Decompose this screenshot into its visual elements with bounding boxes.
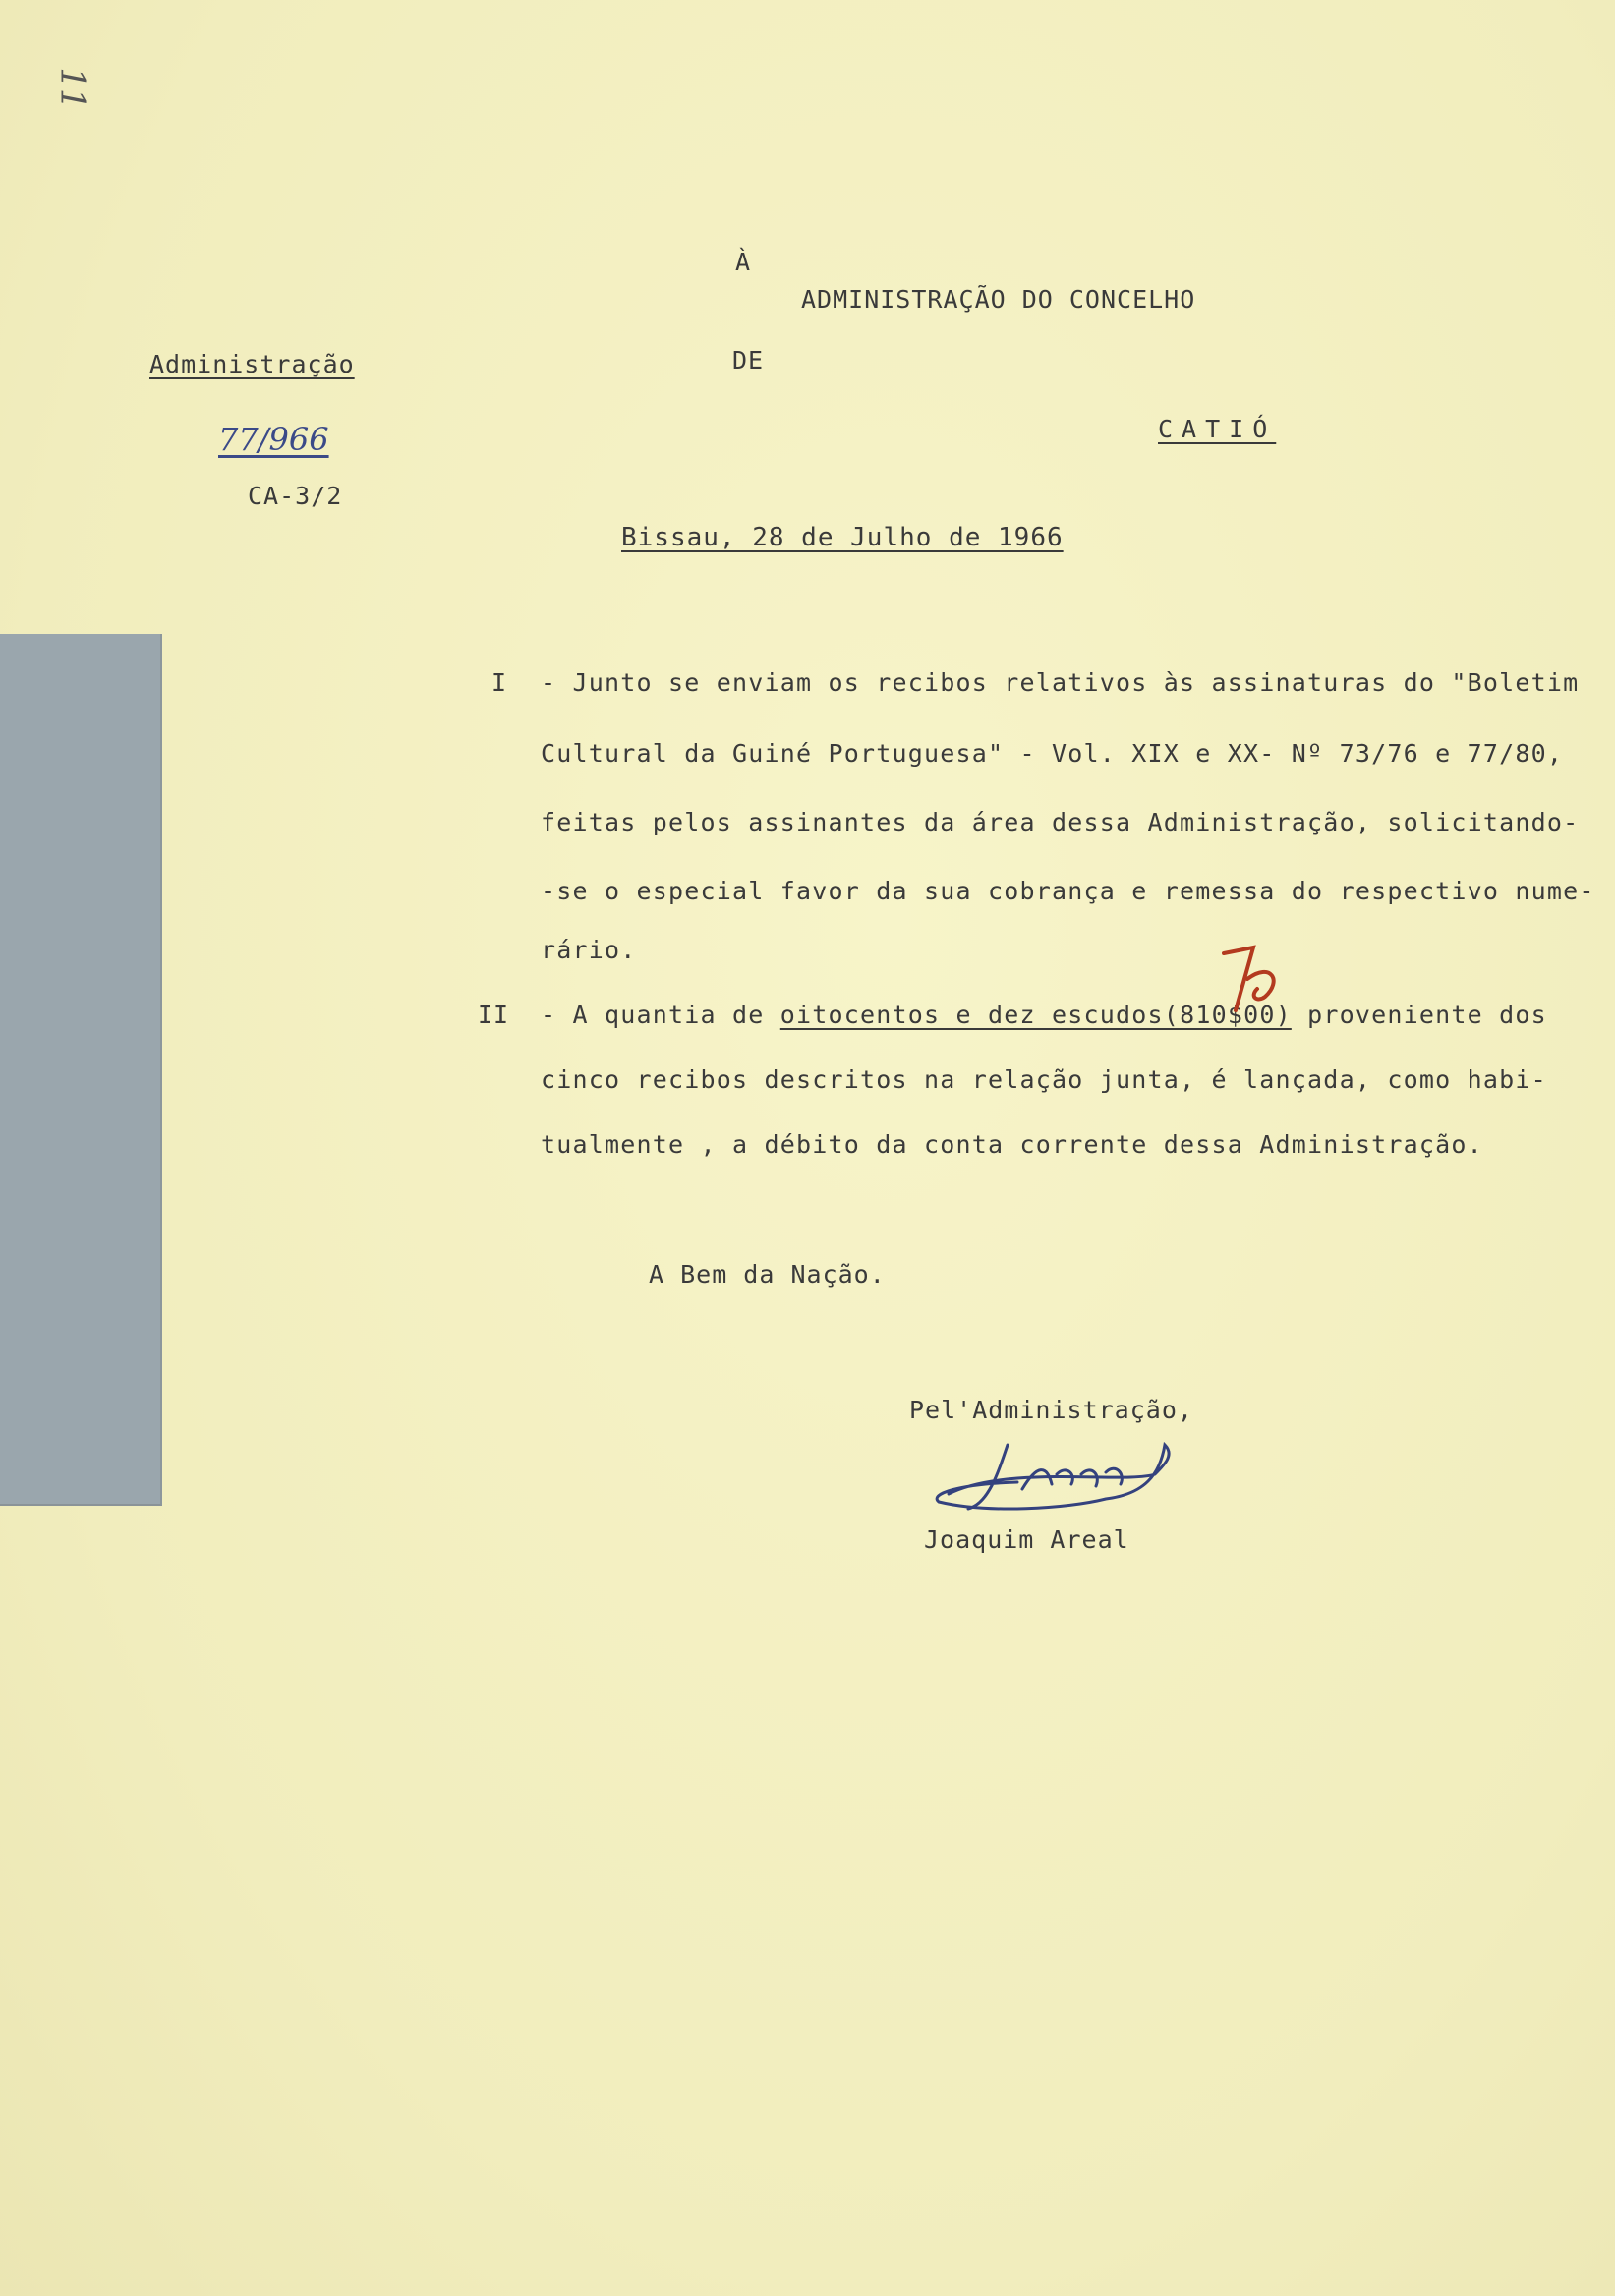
handwritten-signature [929,1435,1194,1533]
recipient-place: CATIÓ [1158,415,1277,443]
recipient-line-1: ADMINISTRAÇÃO DO CONCELHO [801,285,1196,314]
paragraph-2-line: cinco recibos descritos na relação junta, é lançada, como habi- [541,1065,1547,1094]
paragraph-2-numeral: II [478,1001,510,1029]
recipient-line-2: DE [732,346,765,374]
document-date: Bissau, 28 de Julho de 1966 [621,523,1064,552]
paragraph-1-line: -se o especial favor da sua cobrança e remessa do respectivo nume- [541,877,1595,905]
paragraph-1-line: Cultural da Guiné Portuguesa" - Vol. XIX e XX- Nº 73/76 e 77/80, [541,739,1564,768]
paragraph-1-line: feitas pelos assinantes da área dessa Administração, solicitando- [541,808,1580,836]
paragraph-2-line: tualmente , a débito da conta corrente dessa Administração. [541,1130,1483,1159]
sender-reference: CA-3/2 [248,482,343,510]
sender-office: Administração [149,350,355,378]
red-correction-mark [1214,932,1293,1030]
signature-on-behalf: Pel'Administração, [909,1396,1193,1424]
attached-blue-slip [0,634,162,1506]
sender-number: 77/966 [218,421,329,458]
paragraph-1-line: rário. [541,936,637,964]
paragraph-1-line: - Junto se enviam os recibos relativos às assinaturas do "Boletim [541,668,1580,697]
paragraph-2-text-a: - A quantia de [541,1001,780,1029]
paragraph-1-numeral: I [491,668,508,697]
paragraph-2-text-c: proveniente dos [1291,1001,1547,1029]
recipient-prefix: À [735,248,752,276]
paragraph-2-amount: oitocentos e dez escudos(810$00) [779,1001,1292,1029]
margin-pencil-note: 11 [52,67,92,110]
signatory-name: Joaquim Areal [924,1525,1129,1554]
closing-salutation: A Bem da Nação. [649,1260,886,1289]
paragraph-2-first-line [541,1001,1547,1029]
